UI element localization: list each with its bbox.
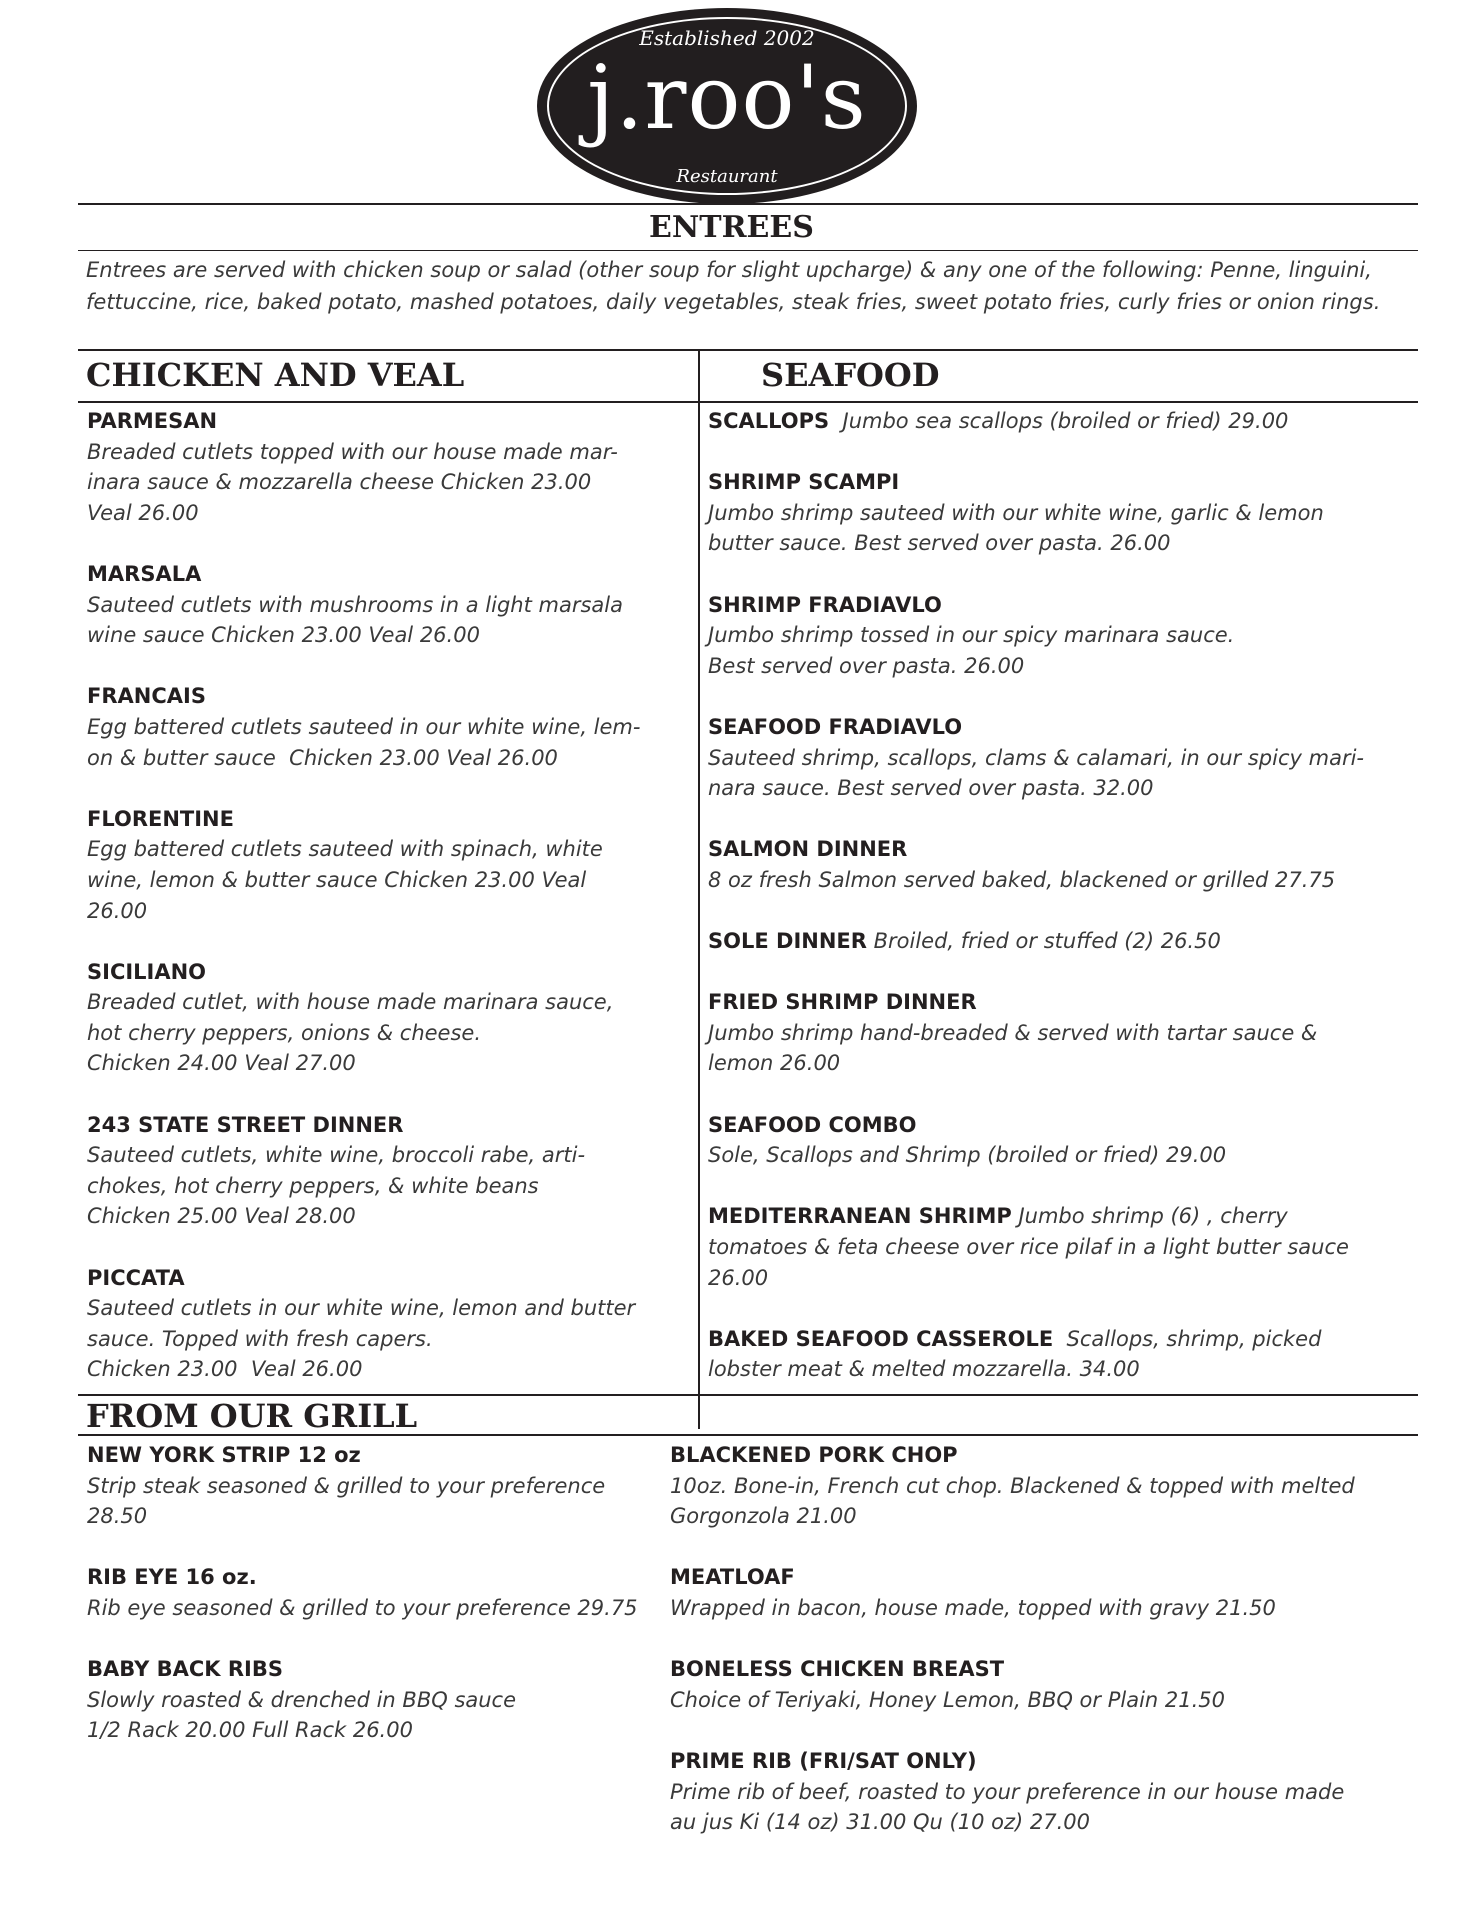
menu-item-description-line: Prime rib of beef, roasted to your preference in our house made [670, 1779, 1345, 1804]
menu-item [87, 1654, 677, 1746]
menu-item-heading [87, 681, 687, 712]
item-spacer [708, 1293, 1408, 1324]
menu-item [87, 559, 687, 651]
item-spacer [670, 1532, 1410, 1563]
item-spacer [708, 681, 1408, 712]
menu-item [87, 681, 687, 773]
menu-item-description-line: 28.50 [87, 1504, 148, 1529]
top-rule [78, 203, 1418, 205]
item-spacer [87, 528, 687, 559]
menu-item-description-line: 26.00 [708, 1265, 769, 1290]
menu-item-name: NEW YORK STRIP 12 oz [87, 1443, 361, 1467]
menu-item [87, 406, 687, 528]
item-spacer [87, 651, 687, 682]
menu-item-description-line: Jumbo shrimp tossed in our spicy marinara sauce. [708, 623, 1235, 648]
item-spacer [708, 1079, 1408, 1110]
menu-item-heading [708, 987, 1408, 1018]
menu-item-name: BABY BACK RIBS [87, 1657, 284, 1682]
menu-item-description-line: 10oz. Bone-in, French cut chop. Blackened & topped with melted [670, 1473, 1355, 1498]
menu-item-heading [708, 712, 1408, 743]
menu-item [708, 467, 1408, 559]
section-rule-under-headings [78, 401, 1418, 403]
menu-item-description-line: Chicken 25.00 Veal 28.00 [87, 1204, 356, 1229]
menu-item-description-line: inara sauce & mozzarella cheese Chicken 23.00 [87, 470, 592, 495]
section-rule-top [78, 349, 1418, 351]
menu-item [708, 1201, 1408, 1293]
menu-item [670, 1562, 1410, 1623]
menu-item-description-line: tomatoes & feta cheese over rice pilaf in a light butter sauce [708, 1235, 1349, 1260]
menu-item-heading [87, 1562, 677, 1593]
column-divider [698, 349, 700, 1429]
menu-item [87, 1440, 677, 1532]
menu-item-description-line: wine sauce Chicken 23.00 Veal 26.00 [87, 623, 480, 648]
menu-item-description-line: butter sauce. Best served over pasta. 26.00 [708, 531, 1171, 556]
item-spacer [708, 804, 1408, 835]
menu-item-heading [708, 1324, 1408, 1355]
chicken-veal-title: CHICKEN AND VEAL [86, 356, 465, 394]
item-spacer [87, 1532, 677, 1563]
menu-item-description-line: Veal 26.00 [87, 500, 199, 525]
menu-item-name: SHRIMP SCAMPI [708, 470, 900, 495]
item-spacer [708, 437, 1408, 468]
menu-item-heading [670, 1440, 1410, 1471]
menu-item-heading [87, 957, 687, 988]
menu-item-heading [708, 590, 1408, 621]
chicken-veal-list [87, 406, 687, 1385]
menu-item-name: PARMESAN [87, 409, 218, 433]
item-spacer [87, 1079, 687, 1110]
restaurant-logo [537, 8, 917, 204]
menu-item-name: MEDITERRANEAN SHRIMP [708, 1204, 1012, 1229]
menu-item-description-line: Sauteed cutlets with mushrooms in a light marsala [87, 592, 623, 617]
logo-subtitle: Restaurant [676, 166, 778, 187]
menu-item-description: Scallops, shrimp, picked [1053, 1326, 1322, 1351]
menu-item [708, 590, 1408, 682]
menu-item-description-line: Wrapped in bacon, house made, topped with gravy 21.50 [670, 1595, 1276, 1620]
menu-item-name: MARSALA [87, 561, 202, 586]
menu-item-description-line: wine, lemon & butter sauce Chicken 23.00 Veal [87, 867, 587, 892]
menu-item-description-line: 1/2 Rack 20.00 Full Rack 26.00 [87, 1718, 413, 1743]
grill-title: FROM OUR GRILL [86, 1397, 418, 1435]
menu-item-description-line: Jumbo shrimp sauteed with our white wine, garlic & lemon [708, 500, 1324, 525]
menu-item [670, 1654, 1410, 1715]
menu-item-description-line: nara sauce. Best served over pasta. 32.00 [708, 776, 1154, 801]
menu-item-description-line: chokes, hot cherry peppers, & white beans [87, 1173, 539, 1198]
menu-item [708, 926, 1408, 957]
entrees-rule [78, 250, 1418, 251]
menu-item-description-line: Slowly roasted & drenched in BBQ sauce [87, 1687, 517, 1712]
menu-item-description-line: Sauteed cutlets, white wine, broccoli rabe, arti- [87, 1143, 586, 1168]
menu-item-description-line: Breaded cutlets topped with our house made mar- [87, 439, 618, 464]
menu-item-heading [87, 804, 687, 835]
menu-item-name: SALMON DINNER [708, 837, 908, 862]
menu-item-name: SEAFOOD FRADIAVLO [708, 714, 963, 739]
item-spacer [708, 1171, 1408, 1202]
menu-item-name: FRIED SHRIMP DINNER [708, 990, 977, 1015]
menu-item-heading [708, 1110, 1408, 1141]
grill-right-list [670, 1440, 1410, 1838]
menu-item [87, 957, 687, 1079]
entrees-intro: Entrees are served with chicken soup or salad (other soup for slight upcharge) & any one of the following: Penne, linguini, fettuccine, rice, baked potato, mashed potatoes, daily vegetables, steak fries, sweet potato fries, curly fries or onion rings. [86, 258, 1381, 314]
menu-item-heading [708, 834, 1408, 865]
menu-item [708, 712, 1408, 804]
menu-item-name: FLORENTINE [87, 806, 234, 831]
menu-item-description-line: Strip steak seasoned & grilled to your preference [87, 1473, 606, 1498]
menu-item [708, 406, 1408, 437]
menu-item [670, 1746, 1410, 1838]
menu-item-name: FRANCAIS [87, 684, 206, 709]
menu-item-description-line: Rib eye seasoned & grilled to your preference 29.75 [87, 1595, 638, 1620]
logo-name: j.roo's [587, 46, 867, 149]
menu-item-name: SEAFOOD COMBO [708, 1112, 917, 1137]
menu-item-name: BLACKENED PORK CHOP [670, 1443, 958, 1467]
menu-item-heading [670, 1654, 1410, 1685]
menu-item-description-line: Best served over pasta. 26.00 [708, 653, 1025, 678]
menu-item-heading [87, 1263, 687, 1294]
item-spacer [708, 957, 1408, 988]
menu-item [87, 1110, 687, 1232]
menu-item-name: MEATLOAF [670, 1565, 795, 1590]
menu-item-description-line: Choice of Teriyaki, Honey Lemon, BBQ or Plain 21.50 [670, 1687, 1226, 1712]
menu-item-name: 243 STATE STREET DINNER [87, 1112, 404, 1137]
menu-item-name: BAKED SEAFOOD CASSEROLE [708, 1326, 1054, 1351]
menu-item-heading [708, 467, 1408, 498]
menu-item [87, 804, 687, 926]
menu-item [708, 1110, 1408, 1171]
menu-item-description-line: hot cherry peppers, onions & cheese. [87, 1020, 482, 1045]
menu-item-description-line: Chicken 24.00 Veal 27.00 [87, 1051, 356, 1076]
menu-item [708, 834, 1408, 895]
menu-item-heading [708, 926, 1408, 957]
menu-item-description: Jumbo sea scallops (broiled or fried) 29.00 [829, 409, 1289, 433]
menu-item-name: BONELESS CHICKEN BREAST [670, 1657, 1005, 1682]
seafood-list [708, 406, 1408, 1385]
menu-item-description-line: on & butter sauce Chicken 23.00 Veal 26.00 [87, 745, 558, 770]
menu-item-heading [670, 1562, 1410, 1593]
menu-item-description-line: lobster meat & melted mozzarella. 34.00 [708, 1357, 1140, 1382]
menu-item-description-line: Breaded cutlet, with house made marinara sauce, [87, 990, 614, 1015]
menu-item [708, 1324, 1408, 1385]
menu-item [87, 1562, 677, 1623]
menu-item [708, 987, 1408, 1079]
item-spacer [87, 926, 687, 957]
menu-item-description-line: Gorgonzola 21.00 [670, 1504, 857, 1529]
menu-item-name: SOLE DINNER [708, 929, 867, 954]
item-spacer [87, 773, 687, 804]
menu-item-description-line: 8 oz fresh Salmon served baked, blackened or grilled 27.75 [708, 867, 1336, 892]
grill-left-list [87, 1440, 677, 1746]
menu-item [87, 1263, 687, 1385]
menu-item-heading [670, 1746, 1410, 1777]
menu-item-heading [708, 1201, 1408, 1232]
item-spacer [670, 1624, 1410, 1655]
menu-item-name: SCALLOPS [708, 409, 830, 433]
menu-item-name: SHRIMP FRADIAVLO [708, 592, 942, 617]
item-spacer [708, 896, 1408, 927]
menu-item-name: SICILIANO [87, 959, 207, 984]
menu-item-heading [87, 406, 687, 437]
menu-item-description-line: Egg battered cutlets sauteed in our white wine, lem- [87, 714, 641, 739]
menu-item-description-line: 26.00 [87, 898, 148, 923]
menu-item-description-line: Sauteed shrimp, scallops, clams & calamari, in our spicy mari- [708, 745, 1364, 770]
menu-item-description-line: sauce. Topped with fresh capers. [87, 1326, 433, 1351]
item-spacer [670, 1715, 1410, 1746]
menu-item-name: PICCATA [87, 1265, 185, 1290]
menu-item-description-line: Jumbo shrimp hand-breaded & served with tartar sauce & [708, 1020, 1318, 1045]
menu-item-description: Broiled, fried or stuffed (2) 26.50 [866, 929, 1221, 954]
menu-item-name: PRIME RIB (FRI/SAT ONLY) [670, 1748, 977, 1773]
menu-item-description-line: au jus Ki (14 oz) 31.00 Qu (10 oz) 27.00 [670, 1810, 1090, 1835]
menu-item-heading [87, 1110, 687, 1141]
item-spacer [87, 1232, 687, 1263]
menu-item-heading [87, 1654, 677, 1685]
item-spacer [708, 559, 1408, 590]
menu-item-description-line: Egg battered cutlets sauteed with spinach, white [87, 837, 603, 862]
seafood-title: SEAFOOD [761, 356, 940, 394]
menu-item [670, 1440, 1410, 1532]
item-spacer [87, 1624, 677, 1655]
menu-item-heading [708, 406, 1408, 437]
menu-item-heading [87, 1440, 677, 1471]
menu-item-description-line: Sauteed cutlets in our white wine, lemon and butter [87, 1296, 636, 1321]
menu-item-description-line: lemon 26.00 [708, 1051, 841, 1076]
menu-item-description-line: Chicken 23.00 Veal 26.00 [87, 1357, 363, 1382]
menu-item-description: Jumbo shrimp (6) , cherry [1011, 1204, 1288, 1229]
menu-item-heading [87, 559, 687, 590]
logo-established: Established 2002 [639, 26, 815, 50]
menu-item-name: RIB EYE 16 oz. [87, 1565, 257, 1590]
menu-item-description-line: Sole, Scallops and Shrimp (broiled or fried) 29.00 [708, 1143, 1227, 1168]
entrees-title: ENTREES [649, 210, 814, 245]
